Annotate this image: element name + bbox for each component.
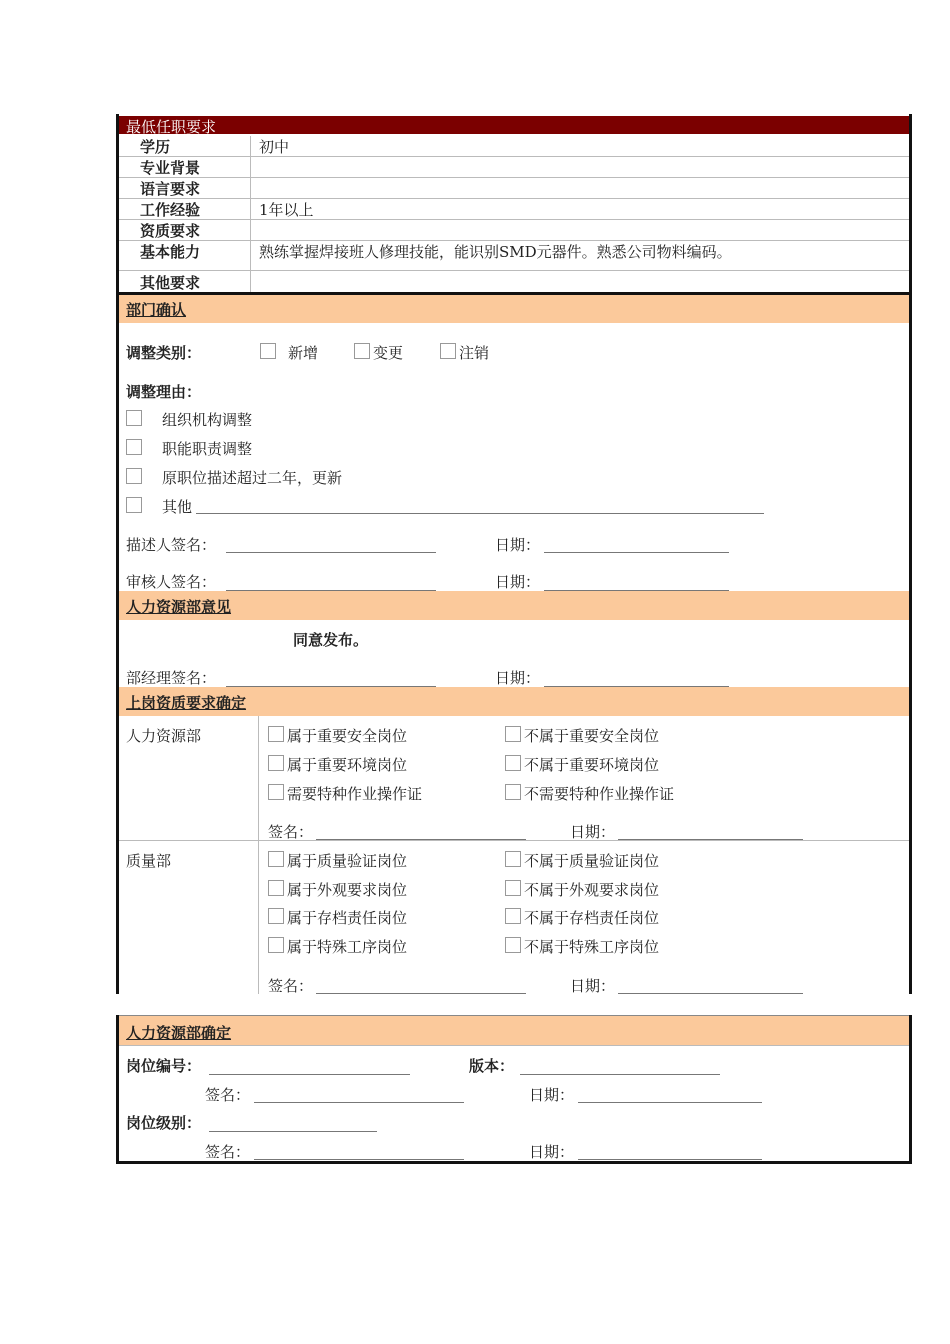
quality-sign-label: 签名：: [268, 977, 314, 995]
hr-sign-label: 签名：: [268, 823, 314, 841]
hr-date-label: 日期：: [570, 823, 616, 841]
hr-opinion-title: 人力资源部意见: [126, 598, 232, 616]
q-appear-no-label: 不属于外观要求岗位: [524, 881, 660, 899]
manager-sign-label: 部经理签名：: [126, 669, 217, 687]
describer-date-label: 日期：: [495, 536, 541, 554]
q-appear-no-checkbox[interactable]: [505, 880, 521, 896]
reason-other-label: 其他: [162, 498, 193, 516]
position-no-label: 岗位编号：: [126, 1057, 202, 1075]
adjust-type-label: 调整类别：: [126, 344, 202, 362]
hr-env-no-label: 不属于重要环境岗位: [524, 756, 660, 774]
q-special-yes-label: 属于特殊工序岗位: [287, 938, 408, 956]
onboard-title: 上岗资质要求确定: [126, 694, 247, 712]
quality-date-line[interactable]: [618, 993, 803, 994]
onboard-hr-label: 人力资源部: [126, 727, 202, 745]
hr-env-yes-checkbox[interactable]: [268, 755, 284, 771]
hr-env-no-checkbox[interactable]: [505, 755, 521, 771]
reason-update-label: 原职位描述超过二年，更新: [162, 469, 343, 487]
onboard-header: [119, 687, 909, 716]
confirm-date-line-2[interactable]: [578, 1159, 762, 1160]
hr-safety-yes-checkbox[interactable]: [268, 726, 284, 742]
position-level-label: 岗位级别：: [126, 1114, 202, 1132]
describer-sign-line[interactable]: [226, 552, 436, 553]
type-new-checkbox[interactable]: [260, 343, 276, 359]
confirm-date-label-1: 日期：: [529, 1086, 575, 1104]
q-archive-no-label: 不属于存档责任岗位: [524, 909, 660, 927]
q-archive-yes-label: 属于存档责任岗位: [287, 909, 408, 927]
value-basic-ability: 熟练掌握焊接班人修理技能，能识别SMD元器件。熟悉公司物料编码。: [259, 243, 732, 261]
confirm-date-line-1[interactable]: [578, 1102, 762, 1103]
position-level-line[interactable]: [209, 1131, 377, 1132]
reason-other-checkbox[interactable]: [126, 497, 142, 513]
q-appear-yes-label: 属于外观要求岗位: [287, 881, 408, 899]
hr-cert-yes-label: 需要特种作业操作证: [287, 785, 423, 803]
hr-opinion-text: 同意发布。: [293, 631, 369, 649]
dept-confirm-header: [119, 295, 909, 323]
q-verify-no-checkbox[interactable]: [505, 851, 521, 867]
requirements-header: [117, 116, 912, 134]
confirm-sign-label-2: 签名：: [205, 1143, 251, 1161]
reason-duty-checkbox[interactable]: [126, 439, 142, 455]
hr-confirm-header: [119, 1016, 909, 1045]
reason-duty-label: 职能职责调整: [162, 440, 253, 458]
label-major: 专业背景: [140, 159, 201, 177]
reason-org-checkbox[interactable]: [126, 410, 142, 426]
type-change-label: 变更: [373, 344, 404, 362]
onboard-quality-label: 质量部: [126, 852, 172, 870]
q-special-no-label: 不属于特殊工序岗位: [524, 938, 660, 956]
confirm-date-label-2: 日期：: [529, 1143, 575, 1161]
hr-safety-no-label: 不属于重要安全岗位: [524, 727, 660, 745]
hr-sign-line[interactable]: [316, 839, 526, 840]
requirements-table: [117, 114, 912, 294]
hr-cert-yes-checkbox[interactable]: [268, 784, 284, 800]
reason-org-label: 组织机构调整: [162, 411, 253, 429]
q-verify-no-label: 不属于质量验证岗位: [524, 852, 660, 870]
q-special-yes-checkbox[interactable]: [268, 937, 284, 953]
quality-sign-line[interactable]: [316, 993, 526, 994]
q-archive-yes-checkbox[interactable]: [268, 908, 284, 924]
requirements-title: 最低任职要求: [126, 118, 217, 136]
hr-cert-no-label: 不需要特种作业操作证: [524, 785, 675, 803]
type-change-checkbox[interactable]: [354, 343, 370, 359]
adjust-reason-label: 调整理由：: [126, 383, 202, 401]
position-no-line[interactable]: [209, 1074, 410, 1075]
manager-date-label: 日期：: [495, 669, 541, 687]
quality-date-label: 日期：: [570, 977, 616, 995]
label-experience: 工作经验: [140, 201, 201, 219]
hr-env-yes-label: 属于重要环境岗位: [287, 756, 408, 774]
label-language: 语言要求: [140, 180, 201, 198]
reviewer-date-label: 日期：: [495, 573, 541, 591]
q-verify-yes-label: 属于质量验证岗位: [287, 852, 408, 870]
hr-date-line[interactable]: [618, 839, 803, 840]
q-appear-yes-checkbox[interactable]: [268, 880, 284, 896]
hr-opinion-header: [119, 591, 909, 620]
version-label: 版本：: [469, 1057, 515, 1075]
confirm-sign-line-1[interactable]: [254, 1102, 464, 1103]
describer-sign-label: 描述人签名：: [126, 536, 217, 554]
value-education: 初中: [259, 138, 290, 156]
dept-confirm-title: 部门确认: [126, 301, 187, 319]
q-special-no-checkbox[interactable]: [505, 937, 521, 953]
q-verify-yes-checkbox[interactable]: [268, 851, 284, 867]
reason-other-line[interactable]: [196, 513, 764, 514]
value-experience: 1年以上: [259, 201, 314, 219]
hr-safety-no-checkbox[interactable]: [505, 726, 521, 742]
q-archive-no-checkbox[interactable]: [505, 908, 521, 924]
type-cancel-label: 注销: [459, 344, 490, 362]
label-basic-ability: 基本能力: [140, 243, 201, 261]
type-new-label: 新增: [288, 344, 319, 362]
describer-date-line[interactable]: [544, 552, 729, 553]
label-education: 学历: [140, 138, 171, 156]
reviewer-sign-label: 审核人签名：: [126, 573, 217, 591]
reason-update-checkbox[interactable]: [126, 468, 142, 484]
label-qualification: 资质要求: [140, 222, 201, 240]
label-other: 其他要求: [140, 274, 201, 292]
type-cancel-checkbox[interactable]: [440, 343, 456, 359]
hr-safety-yes-label: 属于重要安全岗位: [287, 727, 408, 745]
confirm-sign-label-1: 签名：: [205, 1086, 251, 1104]
version-line[interactable]: [520, 1074, 720, 1075]
hr-cert-no-checkbox[interactable]: [505, 784, 521, 800]
hr-confirm-title: 人力资源部确定: [126, 1024, 232, 1042]
confirm-sign-line-2[interactable]: [254, 1159, 464, 1160]
